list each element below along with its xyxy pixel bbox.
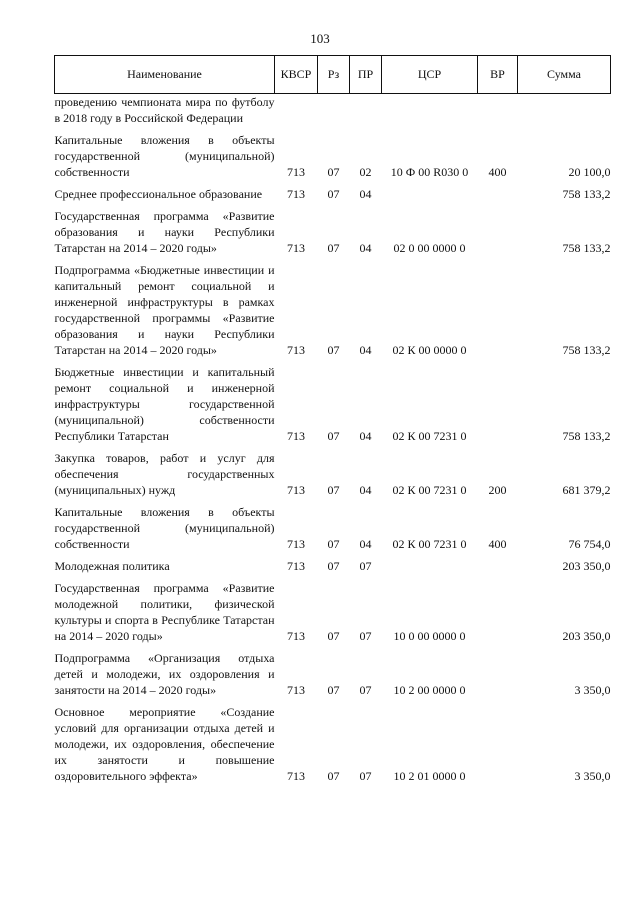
row-csr: 02 К 00 0000 0 [392, 343, 467, 357]
row-vr [478, 646, 518, 700]
table-row [55, 500, 611, 554]
row-pr: 04 [359, 537, 372, 551]
header-vr: ВР [478, 56, 518, 94]
row-sum: 758 133,2 [562, 343, 611, 357]
row-sum: 681 379,2 [562, 483, 611, 497]
row-pr: 04 [359, 483, 372, 497]
row-sum: 203 350,0 [562, 629, 611, 643]
row-name: Государственная программа «Развитие образования и науки Республики Татарстан на 2014 – 2020 годы» [54, 209, 275, 255]
row-pr: 04 [359, 429, 372, 443]
row-kvsr: 713 [287, 429, 305, 443]
row-kvsr: 713 [287, 241, 305, 255]
header-name: Наименование [55, 56, 275, 94]
row-kvsr [275, 94, 318, 129]
row-pr: 07 [359, 769, 372, 783]
header-csr: ЦСР [382, 56, 478, 94]
table-row [55, 554, 611, 576]
row-csr: 02 К 00 7231 0 [392, 537, 467, 551]
row-vr [478, 94, 518, 129]
row-vr: 400 [488, 165, 507, 179]
budget-table [54, 55, 611, 786]
row-sum: 758 133,2 [562, 429, 611, 443]
row-kvsr: 713 [287, 483, 305, 497]
row-pr: 04 [359, 187, 372, 201]
row-pr: 07 [359, 559, 372, 573]
row-rz: 07 [327, 769, 340, 783]
header-rz: Рз [318, 56, 350, 94]
row-sum [518, 94, 611, 129]
row-rz [318, 94, 350, 129]
row-name: проведению чемпионата мира по футболу в 2018 году в Российской Федерации [54, 95, 275, 125]
table-row [55, 576, 611, 646]
row-vr: 400 [488, 537, 507, 551]
row-name: Бюджетные инвестиции и капитальный ремонт социальной и инженерной инфраструктуры государственной (муниципальной) собственности Республики Татарстан [54, 365, 275, 443]
row-name: Капитальные вложения в объекты государственной (муниципальной) собственности [54, 505, 275, 551]
table-row [55, 182, 611, 204]
row-csr [382, 182, 478, 204]
row-name: Подпрограмма «Организация отдыха детей и молодежи, их оздоровления и занятости на 2014 – 2020 годы» [54, 651, 275, 697]
row-csr: 02 0 00 0000 0 [393, 241, 466, 255]
row-kvsr: 713 [287, 629, 305, 643]
row-pr: 04 [359, 343, 372, 357]
table-row [55, 700, 611, 786]
table-row [55, 360, 611, 446]
row-rz: 07 [327, 483, 340, 497]
row-pr: 02 [359, 165, 372, 179]
row-kvsr: 713 [287, 559, 305, 573]
header-sum: Сумма [518, 56, 611, 94]
page-number: 103 [310, 31, 330, 46]
row-rz: 07 [327, 629, 340, 643]
table-row [55, 94, 611, 129]
row-kvsr: 713 [287, 537, 305, 551]
row-sum: 3 350,0 [574, 769, 611, 783]
row-rz: 07 [327, 683, 340, 697]
table-row [55, 646, 611, 700]
table-row [55, 446, 611, 500]
row-name: Капитальные вложения в объекты государственной (муниципальной) собственности [54, 133, 275, 179]
row-sum: 3 350,0 [574, 683, 611, 697]
row-vr [478, 204, 518, 258]
row-vr [478, 576, 518, 646]
row-vr: 200 [488, 483, 507, 497]
row-vr [478, 258, 518, 360]
row-kvsr: 713 [287, 683, 305, 697]
row-name: Закупка товаров, работ и услуг для обеспечения государственных (муниципальных) нужд [54, 451, 275, 497]
row-rz: 07 [327, 429, 340, 443]
row-sum: 758 133,2 [562, 187, 611, 201]
row-kvsr: 713 [287, 343, 305, 357]
row-csr: 02 К 00 7231 0 [392, 483, 467, 497]
row-vr [478, 700, 518, 786]
table-row [55, 128, 611, 182]
row-name: Государственная программа «Развитие молодежной политики, физической культуры и спорта в Республике Татарстан на 2014 – 2020 годы» [54, 581, 275, 643]
row-rz: 07 [327, 537, 340, 551]
row-pr: 04 [359, 241, 372, 255]
row-rz: 07 [327, 187, 340, 201]
row-pr [350, 94, 382, 129]
header-pr: ПР [350, 56, 382, 94]
row-rz: 07 [327, 343, 340, 357]
row-rz: 07 [327, 559, 340, 573]
row-csr: 10 Ф 00 R030 0 [390, 165, 469, 179]
row-sum: 203 350,0 [562, 559, 611, 573]
row-rz: 07 [327, 165, 340, 179]
row-sum: 758 133,2 [562, 241, 611, 255]
row-vr [478, 182, 518, 204]
row-name: Молодежная политика [54, 559, 170, 573]
row-vr [478, 360, 518, 446]
row-csr [382, 94, 478, 129]
row-csr: 10 2 00 0000 0 [393, 683, 466, 697]
row-rz: 07 [327, 241, 340, 255]
header-kvsr: КВСР [275, 56, 318, 94]
table-header-row [55, 56, 611, 94]
row-kvsr: 713 [287, 769, 305, 783]
row-name: Основное мероприятие «Создание условий для организации отдыха детей и молодежи, их оздоровления, обеспечение их занятости и повышение оздоровительного эффекта» [54, 705, 275, 783]
row-csr: 02 К 00 7231 0 [392, 429, 467, 443]
row-pr: 07 [359, 683, 372, 697]
row-pr: 07 [359, 629, 372, 643]
row-name: Подпрограмма «Бюджетные инвестиции и капитальный ремонт социальной и инженерной инфраструктуры в рамках государственной программы «Развитие образования и науки Республики Татарстан на 2014 – 2020 годы» [54, 263, 275, 357]
table-row [55, 258, 611, 360]
row-csr: 10 0 00 0000 0 [393, 629, 466, 643]
row-vr [478, 554, 518, 576]
row-kvsr: 713 [287, 187, 305, 201]
row-sum: 76 754,0 [568, 537, 611, 551]
row-name: Среднее профессиональное образование [54, 187, 263, 201]
table-row [55, 204, 611, 258]
row-sum: 20 100,0 [568, 165, 611, 179]
row-csr [382, 554, 478, 576]
row-kvsr: 713 [287, 165, 305, 179]
row-csr: 10 2 01 0000 0 [393, 769, 466, 783]
